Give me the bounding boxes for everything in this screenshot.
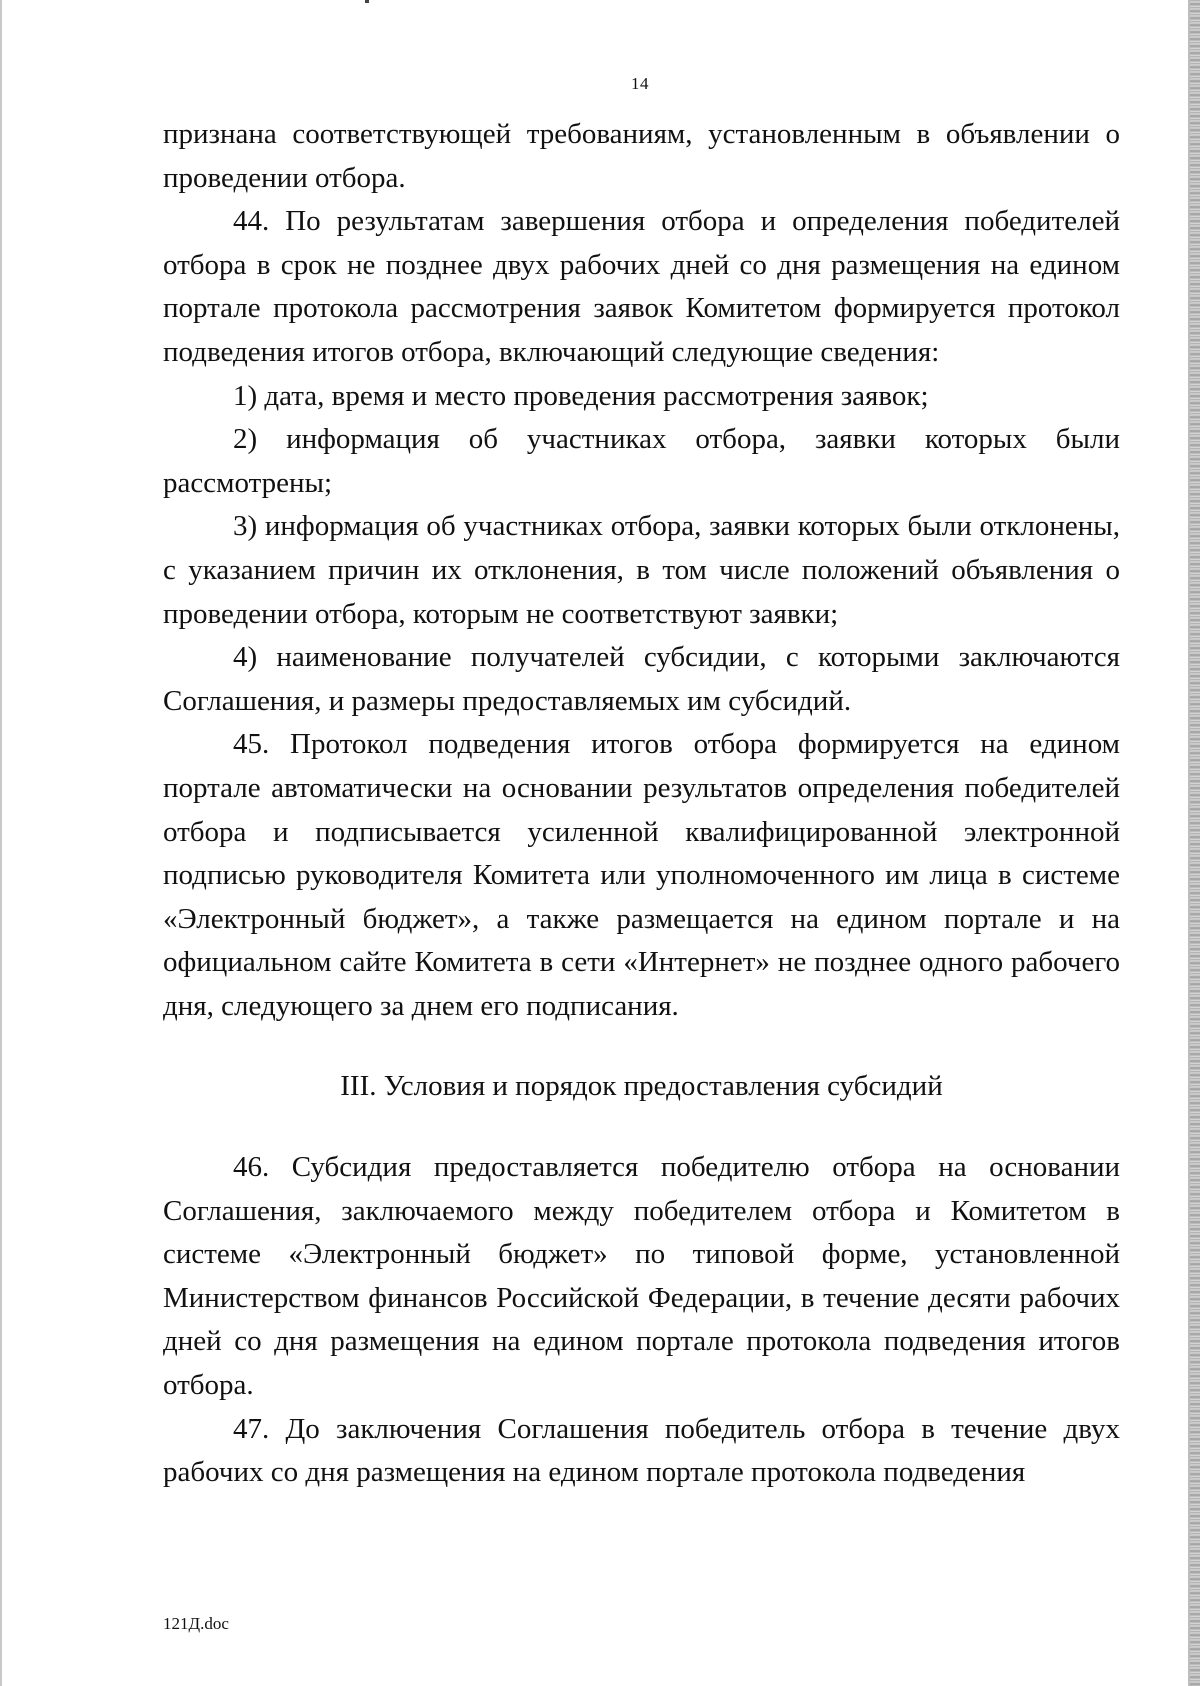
paragraphs-before-heading	[163, 113, 1120, 1028]
page-number: 14	[631, 74, 649, 93]
paragraph: 2) информация об участниках отбора, заявки которых были рассмотрены;	[163, 423, 1120, 499]
paragraph: 46. Субсидия предоставляется победителю отбора на основании Соглашения, заключаемого между победителем отбора и Комитетом в системе «Электронный бюджет» по типовой форме, установленной Министерством финансов Российской Федерации, в течение десяти рабочих дней со дня размещения на едином портале протокола подведения итогов отбора.	[163, 1151, 1120, 1402]
paragraph: 1) дата, время и место проведения рассмотрения заявок;	[233, 379, 929, 412]
document-body	[163, 113, 1120, 1495]
scan-top-mark	[365, 0, 369, 3]
paragraph: признана соответствующей требованиям, установленным в объявлении о проведении отбора.	[163, 118, 1120, 194]
paragraph: 47. До заключения Соглашения победитель отбора в течение двух рабочих со дня размещения на едином портале протокола подведения	[163, 1412, 1120, 1489]
paragraphs-after-heading	[163, 1146, 1120, 1495]
footer-filename: 121Д.doc	[163, 1614, 229, 1633]
scan-edge-left	[0, 0, 2, 1686]
scan-edge-right	[1190, 0, 1200, 1686]
paragraph: 4) наименование получателей субсидии, с которыми заключаются Соглашения, и размеры предоставляемых им субсидий.	[163, 641, 1120, 717]
section-heading: III. Условия и порядок предоставления субсидий	[340, 1070, 943, 1103]
paragraph: 45. Протокол подведения итогов отбора формируется на едином портале автоматически на основании результатов определения победителей отбора и подписывается усиленной квалифицированной электронной подписью руководителя Комитета или уполномоченного им лица в системе «Электронный бюджет», а также размещается на едином портале и на официальном сайте Комитета в сети «Интернет» не позднее одного рабочего дня, следующего за днем его подписания.	[163, 728, 1120, 1022]
paragraph: 44. По результатам завершения отбора и определения победителей отбора в срок не позднее двух рабочих дней со дня размещения на едином портале протокола рассмотрения заявок Комитетом формируется протокол подведения итогов отбора, включающий следующие сведения:	[163, 205, 1120, 368]
paragraph: 3) информация об участниках отбора, заявки которых были отклонены, с указанием причин их отклонения, в том числе положений объявления о проведении отбора, которым не соответствуют заявки;	[163, 510, 1120, 630]
